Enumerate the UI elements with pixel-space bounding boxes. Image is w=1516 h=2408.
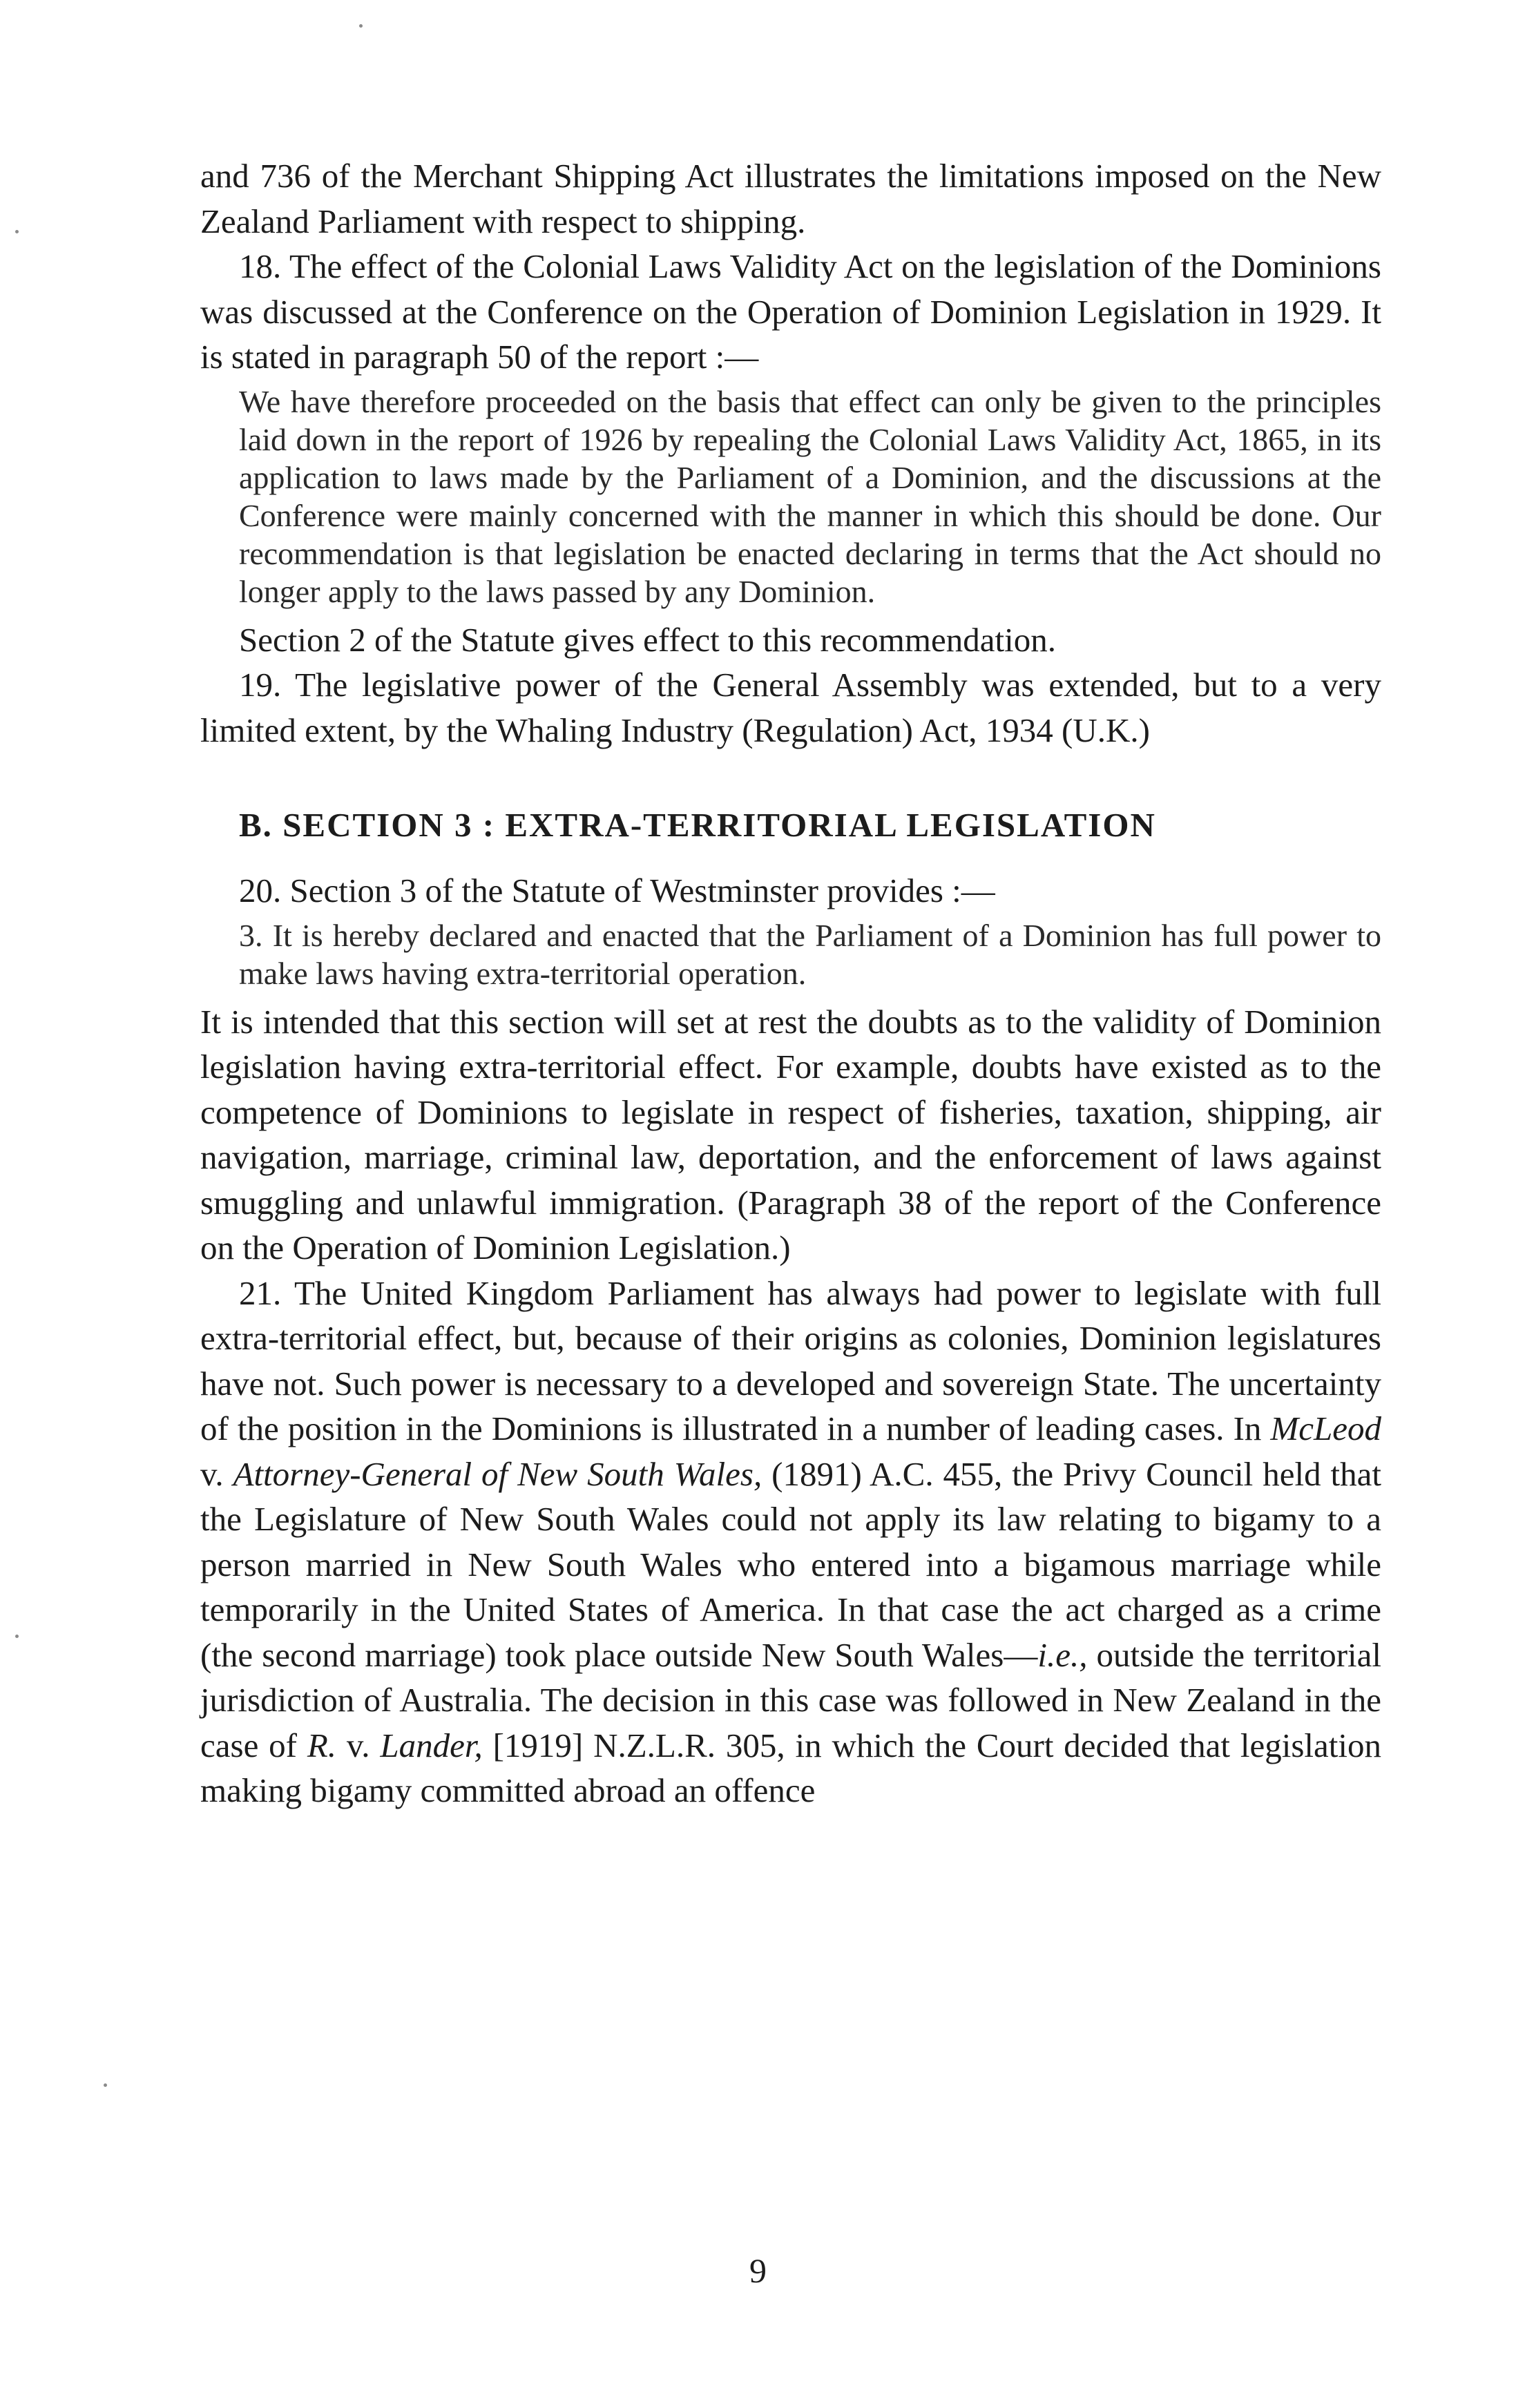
case-name-italic: i.e.,	[1037, 1635, 1088, 1674]
paragraph: 18. The effect of the Colonial Laws Validity Act on the legislation of the Dominions was discussed at the Conference on the Operation of Dominion Legislation in 1929. It is stated in paragraph 50 of the report :—	[200, 247, 1381, 376]
paragraph	[200, 1271, 1381, 1813]
text-run: v.	[336, 1726, 381, 1764]
quotation: 3. It is hereby declared and enacted that the Parliament of a Dominion has full power to make laws having extra-territorial operation.	[239, 917, 1381, 991]
text-run: (1891) A.C. 455, the Privy Council held that the Legislature of New South Wales could not apply its law relating to bigamy to a person married in New South Wales who entered into a bigamous marriage while temporarily in the United States of America. In that case the act charged as a crime (the second marriage) took place outside New South Wales—	[200, 1454, 1382, 1674]
page-number: 9	[749, 2251, 767, 2290]
text-run: outside the territorial jurisdiction of Australia. The decision in this case was followed in New Zealand in the case of	[200, 1635, 1381, 1764]
scan-speck	[104, 2083, 107, 2087]
paragraph: Section 2 of the Statute gives effect to this recommendation.	[239, 620, 1056, 659]
case-name-italic: Lander,	[380, 1726, 483, 1764]
page-body	[200, 153, 1381, 1813]
paragraph: and 736 of the Merchant Shipping Act illustrates the limitations imposed on the New Zealand Parliament with respect to shipping.	[200, 157, 1381, 240]
case-name-italic: R.	[307, 1726, 337, 1764]
quotation: We have therefore proceeded on the basis that effect can only be given to the principles laid down in the report of 1926 by repealing the Colonial Laws Validity Act, 1865, in its application to laws made by the Parliament of a Dominion, and the discussions at the Conference were mainly concerned with the manner in which this should be done. Our recommendation is that legislation be enacted declaring in terms that the Act should no longer apply to the laws passed by any Dominion.	[239, 383, 1381, 609]
paragraph: It is intended that this section will set at rest the doubts as to the validity of Dominion legislation having extra-territorial effect. For example, doubts have existed as to the competence of Dominions to legislate in respect of fisheries, taxation, shipping, air navigation, marriage, criminal law, deportation, and the enforcement of laws against smuggling and unlawful immigration. (Paragraph 38 of the report of the Conference on the Operation of Dominion Legislation.)	[200, 1002, 1381, 1266]
paragraph: 19. The legislative power of the General Assembly was extended, but to a very limited extent, by the Whaling Industry (Regulation) Act, 1934 (U.K.)	[200, 666, 1381, 749]
scan-speck	[15, 230, 19, 233]
text-run: [1919] N.Z.L.R. 305, in which the Court decided that legislation making bigamy committed abroad an offence	[200, 1726, 1381, 1809]
text-run: 21. The United Kingdom Parliament has always had power to legislate with full extra-territorial effect, but, because of their origins as colonies, Dominion legislatures have not. Such power is necessary to a developed and sovereign State. The uncertainty of the position in the Dominions is illustrated in a number of leading cases. In	[200, 1273, 1381, 1447]
case-name-italic: McLeod	[1270, 1409, 1381, 1447]
scan-speck	[15, 1635, 19, 1638]
scan-speck	[359, 24, 363, 28]
section-heading: B. SECTION 3 : EXTRA-TERRITORIAL LEGISLATION	[239, 806, 1156, 844]
text-run: v.	[200, 1454, 233, 1493]
case-name-italic: Attorney-General of New South Wales,	[233, 1454, 762, 1493]
paragraph: 20. Section 3 of the Statute of Westminster provides :—	[239, 871, 995, 909]
